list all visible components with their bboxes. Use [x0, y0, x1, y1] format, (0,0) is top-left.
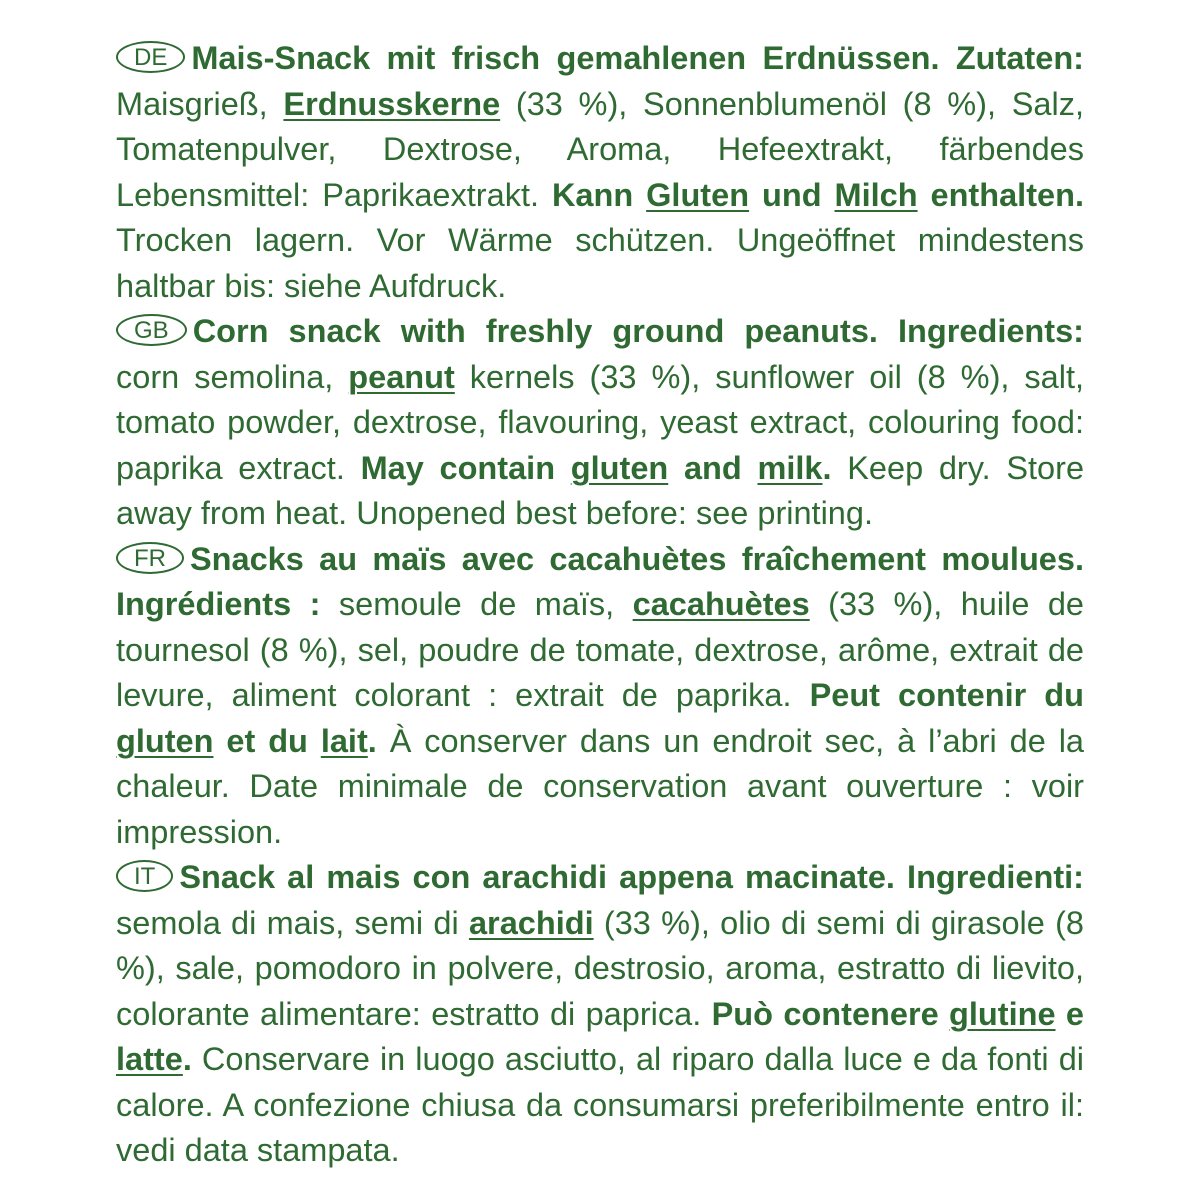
body-text: Keep dry. Store away from heat. Unopened best before: see printing. — [116, 449, 1085, 531]
section-de — [116, 36, 1084, 309]
allergen-text: gluten — [570, 449, 669, 486]
bold-text: und — [749, 176, 835, 213]
allergen-text: cacahuètes — [632, 586, 810, 622]
allergen — [571, 450, 668, 486]
allergen-text: glutine — [949, 995, 1056, 1032]
language-badge: GB — [116, 314, 187, 346]
allergen-text: gluten — [116, 722, 214, 759]
body-text: (33 %), huile de tournesol (8 %), sel, poudre de tomate, dextrose, arôme, extrait de levure, aliment colorant : extrait de paprika. — [116, 586, 1084, 713]
allergen — [116, 723, 213, 759]
bold-text: Peut contenir du — [809, 677, 1084, 713]
language-sections — [116, 36, 1084, 1174]
language-badge: IT — [116, 860, 173, 892]
allergen — [348, 359, 455, 395]
bold-text: Snacks au maïs avec cacahuètes fraîchement moulues. Ingrédients : — [116, 540, 1084, 622]
bold-text: e — [1055, 995, 1084, 1032]
bold-text: and — [668, 449, 758, 486]
bold-text: . — [182, 1041, 192, 1077]
allergen — [835, 177, 918, 213]
allergen — [469, 905, 594, 941]
language-badge: FR — [116, 542, 184, 574]
allergen-text: milk — [757, 449, 823, 486]
allergen-text: Milch — [834, 176, 918, 213]
allergen — [283, 86, 500, 122]
body-text: À conserver dans un endroit sec, à l’abri de la chaleur. Date minimale de conservation avant ouverture : voir impression. — [116, 722, 1084, 850]
bold-text: Corn snack with freshly ground peanuts. Ingredients: — [192, 313, 1084, 349]
bold-text: . — [367, 722, 377, 759]
bold-text: Snack al mais con arachidi appena macinate. Ingredienti: — [179, 859, 1084, 895]
bold-text: . — [822, 449, 832, 486]
allergen — [321, 723, 368, 759]
body-text: kernels (33 %), sunflower oil (8 %), salt, tomato powder, dextrose, flavouring, yeast extract, colouring food: paprika extract. — [116, 358, 1085, 486]
body-text: Maisgrieß, — [116, 85, 284, 122]
section-fr — [116, 537, 1084, 856]
bold-text: Kann — [551, 176, 647, 213]
body-text: Conservare in luogo asciutto, al riparo dalla luce e da fonti di calore. A confezione chiusa da consumarsi preferibilmente entro il: vedi data stampata. — [116, 1041, 1084, 1168]
bold-text: May contain — [360, 449, 571, 486]
allergen-text: Gluten — [646, 176, 750, 213]
language-badge: DE — [116, 41, 185, 73]
section-it — [116, 855, 1084, 1174]
allergen — [116, 1041, 183, 1077]
body-text: corn semolina, — [116, 358, 349, 395]
allergen-text: latte — [116, 1041, 183, 1077]
bold-text: Mais-Snack mit frisch gemahlenen Erdnüssen. Zutaten: — [191, 40, 1084, 76]
body-text: Trocken lagern. Vor Wärme schützen. Ungeöffnet mindestens haltbar bis: siehe Aufdruck. — [116, 222, 1084, 304]
body-text: (33 %), olio di semi di girasole (8 %), sale, pomodoro in polvere, destrosio, aroma, estratto di lievito, colorante alimentare: estratto di paprica. — [116, 904, 1084, 1032]
allergen — [757, 450, 822, 486]
body-text: (33 %), Sonnenblumenöl (8 %), Salz, Tomatenpulver, Dextrose, Aroma, Hefeextrakt, färbendes Lebensmittel: Paprikaextrakt. — [116, 85, 1084, 213]
allergen — [646, 177, 749, 213]
body-text: semoule de maïs, — [320, 586, 633, 622]
allergen — [633, 586, 810, 622]
bold-text: Può contenere — [711, 995, 950, 1032]
section-gb — [116, 309, 1084, 537]
allergen-text: arachidi — [468, 904, 594, 941]
bold-text: enthalten. — [917, 176, 1084, 213]
allergen-text: Erdnusskerne — [283, 85, 501, 122]
allergen-text: peanut — [348, 358, 455, 395]
allergen — [949, 996, 1056, 1032]
bold-text: et du — [213, 722, 321, 759]
allergen-text: lait — [320, 722, 368, 759]
body-text: semola di mais, semi di — [116, 904, 469, 941]
